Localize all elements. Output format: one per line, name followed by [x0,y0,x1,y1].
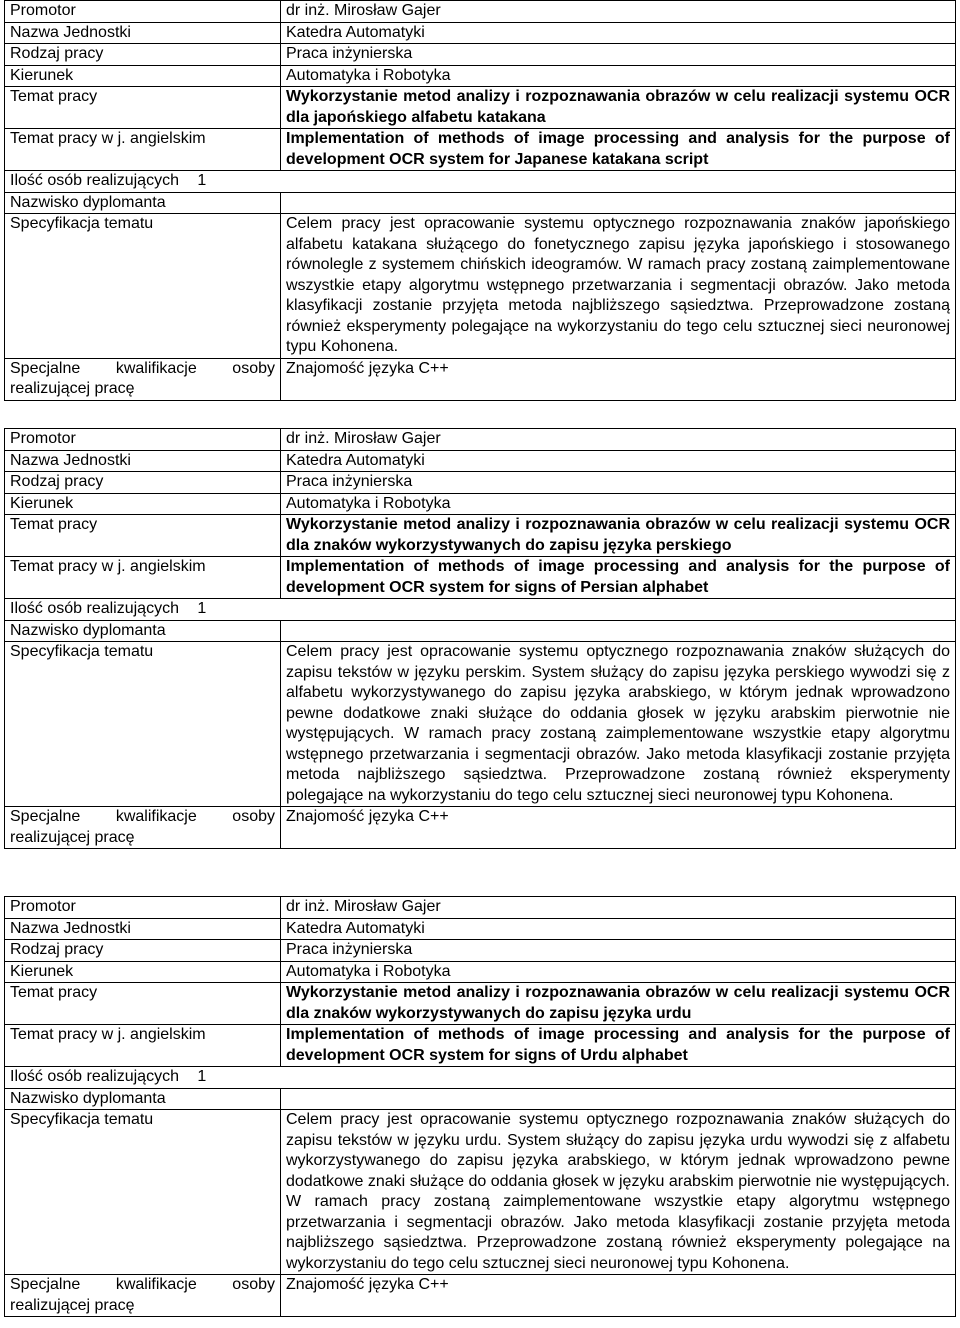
topic-card-3 [4,896,956,1317]
label-unit: Nazwa Jednostki [5,918,281,940]
row-field [5,961,956,983]
label-work-type: Rodzaj pracy [5,472,281,494]
row-topic-en [5,129,956,171]
label-qual-b: kwalifikacje [115,808,197,825]
row-spec [5,1110,956,1275]
row-student [5,1088,956,1110]
label-qual-b: kwalifikacje [115,1276,197,1293]
value-topic-en: Implementation of methods of image processing and analysis for the purpose of development OCR system for Japanese katakana script [281,129,956,171]
row-promotor [5,1,956,23]
label-qual-a: Specjalne [10,808,81,825]
value-promotor: dr inż. Mirosław Gajer [286,430,441,447]
value-student [281,192,956,214]
count-cell [5,599,956,621]
row-qualifications [5,807,956,849]
value-promotor: dr inż. Mirosław Gajer [286,2,441,19]
value-unit: Katedra Automatyki [281,918,956,940]
value-qualifications: Znajomość języka C++ [281,807,956,849]
label-topic: Temat pracy [5,983,281,1025]
label-qual-c: osoby [232,808,275,825]
value-work-type: Praca inżynierska [281,44,956,66]
label-count: Ilość osób realizujących [10,172,179,189]
label-topic-en: Temat pracy w j. angielskim [5,557,281,599]
value-topic-en: Implementation of methods of image processing and analysis for the purpose of development OCR system for signs of Urdu alphabet [281,1025,956,1067]
row-field [5,65,956,87]
label-student: Nazwisko dyplomanta [5,620,281,642]
row-topic [5,983,956,1025]
value-student [281,1088,956,1110]
label-topic: Temat pracy [5,515,281,557]
value-spec: Celem pracy jest opracowanie systemu optycznego rozpoznawania znaków japońskiego alfabetu katakana służącego do fonetycznego zapisu języka japońskiego i stosowanego równolegle z systemem chińskich ideogramów. W ramach pracy zostaną zaimplementowane wszystkie etapy algorytmu wstępnego przetwarzania i segmentacji obrazów. Jako metoda klasyfikacji zostanie przyjęta metoda najbliższego sąsiedztwa. Przeprowadzone zostaną również eksperymenty polegające na wykorzystaniu do tego celu sztucznej sieci neuronowej typu Kohonena. [281,214,956,359]
row-spec [5,214,956,359]
label-student: Nazwisko dyplomanta [5,192,281,214]
value-count: 1 [197,600,207,617]
label-field: Kierunek [5,65,281,87]
row-topic [5,87,956,129]
count-cell [5,171,956,193]
label-qualifications [5,807,281,849]
value-qualifications: Znajomość języka C++ [281,1275,956,1317]
label-work-type: Rodzaj pracy [5,44,281,66]
value-count: 1 [197,172,207,189]
topic-card-2 [4,428,956,849]
row-unit [5,918,956,940]
row-work-type [5,940,956,962]
row-qualifications [5,1275,956,1317]
row-topic-en [5,557,956,599]
row-count [5,171,956,193]
label-work-type: Rodzaj pracy [5,940,281,962]
value-qualifications: Znajomość języka C++ [281,358,956,400]
label-field: Kierunek [5,961,281,983]
label-qualifications [5,358,281,400]
value-topic: Wykorzystanie metod analizy i rozpoznawania obrazów w celu realizacji systemu OCR dla japońskiego alfabetu katakana [281,87,956,129]
label-qualifications [5,1275,281,1317]
label-topic-en: Temat pracy w j. angielskim [5,129,281,171]
row-work-type [5,472,956,494]
label-spec: Specyfikacja tematu [5,214,281,359]
row-unit [5,22,956,44]
row-spec [5,642,956,807]
row-student [5,620,956,642]
value-topic: Wykorzystanie metod analizy i rozpoznawania obrazów w celu realizacji systemu OCR dla znaków wykorzystywanych do zapisu języka urdu [281,983,956,1025]
label-qual-c: osoby [232,1276,275,1293]
label-student: Nazwisko dyplomanta [5,1088,281,1110]
row-promotor [5,897,956,919]
label-count: Ilość osób realizujących [10,600,179,617]
value-topic-en: Implementation of methods of image processing and analysis for the purpose of development OCR system for signs of Persian alphabet [281,557,956,599]
value-promotor: dr inż. Mirosław Gajer [286,898,441,915]
row-qualifications [5,358,956,400]
label-qual-b: kwalifikacje [115,359,197,377]
label-unit: Nazwa Jednostki [5,450,281,472]
label-promotor: Promotor [5,1,281,23]
label-qual-a: Specjalne [10,359,81,377]
value-field: Automatyka i Robotyka [281,65,956,87]
label-field: Kierunek [5,493,281,515]
value-unit: Katedra Automatyki [281,22,956,44]
row-count [5,599,956,621]
row-count [5,1067,956,1089]
label-topic: Temat pracy [5,87,281,129]
value-unit: Katedra Automatyki [281,450,956,472]
value-student [281,620,956,642]
topic-card-1 [4,0,956,401]
label-promotor: Promotor [5,897,281,919]
label-topic-en: Temat pracy w j. angielskim [5,1025,281,1067]
label-unit: Nazwa Jednostki [5,22,281,44]
value-spec: Celem pracy jest opracowanie systemu optycznego rozpoznawania znaków służących do zapisu tekstów w języku urdu. System służący do zapisu języka urdu wywodzi się z alfabetu wykorzystywanego do zapisu języka arabskiego, w którym jednak wprowadzono pewne dodatkowe znaki służące do oddania głosek w języku arabskim pierwotnie nie występujących. W ramach pracy zostaną zaimplementowane wszystkie etapy algorytmu wstępnego przetwarzania i segmentacji obrazów. Jako metoda klasyfikacji zostanie przyjęta metoda najbliższego sąsiedztwa. Przeprowadzone zostaną również eksperymenty polegające na wykorzystaniu do tego celu sztucznej sieci neuronowej typu Kohonena. [281,1110,956,1275]
label-spec: Specyfikacja tematu [5,642,281,807]
value-work-type: Praca inżynierska [281,472,956,494]
count-cell [5,1067,956,1089]
label-count: Ilość osób realizujących [10,1068,179,1085]
value-spec: Celem pracy jest opracowanie systemu optycznego rozpoznawania znaków służących do zapisu tekstów w języku perskim. System służący do zapisu języka perskiego wywodzi się z alfabetu wykorzystywanego do zapisu języka arabskiego, w którym jednak wprowadzono pewne dodatkowe znaki służące do oddania głosek w języku arabskim pierwotnie nie występujących. W ramach pracy zostaną zaimplementowane wszystkie etapy algorytmu wstępnego przetwarzania i segmentacji obrazów. Jako metoda klasyfikacji zostanie przyjęta metoda najbliższego sąsiedztwa. Przeprowadzone zostaną również eksperymenty polegające na wykorzystaniu do tego celu sztucznej sieci neuronowej typu Kohonena. [281,642,956,807]
row-unit [5,450,956,472]
label-qual-d: realizującej pracę [10,828,135,846]
value-work-type: Praca inżynierska [281,940,956,962]
label-qual-d: realizującej pracę [10,380,135,397]
row-field [5,493,956,515]
label-spec: Specyfikacja tematu [5,1110,281,1275]
value-field: Automatyka i Robotyka [281,961,956,983]
row-topic-en [5,1025,956,1067]
label-promotor: Promotor [5,429,281,451]
label-qual-c: osoby [232,359,275,377]
row-work-type [5,44,956,66]
row-promotor [5,429,956,451]
value-field: Automatyka i Robotyka [281,493,956,515]
label-qual-a: Specjalne [10,1276,81,1293]
value-topic: Wykorzystanie metod analizy i rozpoznawania obrazów w celu realizacji systemu OCR dla znaków wykorzystywanych do zapisu języka perskiego [281,515,956,557]
value-count: 1 [197,1068,207,1085]
row-student [5,192,956,214]
row-topic [5,515,956,557]
label-qual-d: realizującej pracę [10,1296,135,1314]
